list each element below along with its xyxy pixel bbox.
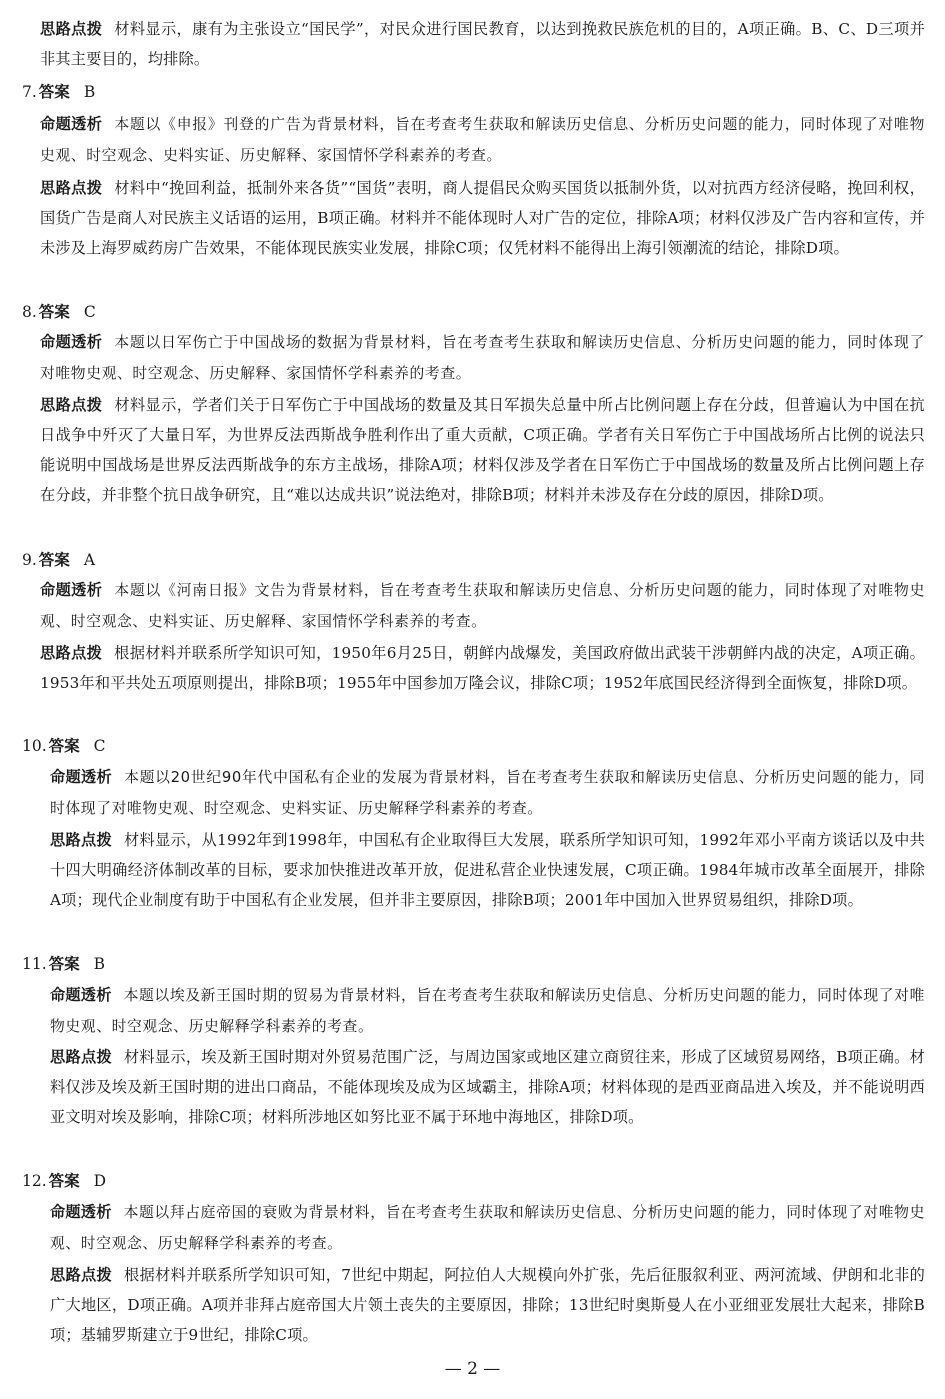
analysis-label: 思路点拨 xyxy=(40,644,103,662)
intro-label: 命题透析 xyxy=(40,115,103,133)
q12-number: 12. xyxy=(22,1172,47,1190)
q7-number: 7. xyxy=(22,83,37,101)
q9-answer: A xyxy=(83,551,96,569)
intro-label: 命题透析 xyxy=(50,768,113,786)
q10-intro-text: 本题以20世纪90年代中国私有企业的发展为背景材料，旨在考查考生获取和解读历史信息、分析历史问题的能力，同时体现了对唯物史观、时空观念、史料实证、历史解释学科素养的考查。 xyxy=(50,769,925,817)
q11-number: 11. xyxy=(22,955,47,973)
q9-answer-line xyxy=(22,545,95,575)
q9-analysis-text: 根据材料并联系所学知识可知，1950年6月25日，朝鲜内战爆发，美国政府做出武装干涉朝鲜内战的决定，A项正确。1953年和平共处五项原则提出，排除B项；1955年中国参加万隆会议，排除C项；1952年底国民经济得到全面恢复，排除D项。 xyxy=(40,644,925,692)
q10-answer: C xyxy=(93,737,106,755)
intro-label: 命题透析 xyxy=(50,1203,112,1221)
q12-analysis xyxy=(50,1260,925,1350)
q8-analysis xyxy=(40,390,925,510)
q9-analysis xyxy=(40,638,925,698)
q7-answer-line xyxy=(22,77,95,107)
analysis-label: 思路点拨 xyxy=(40,396,103,414)
q11-intro xyxy=(50,980,925,1042)
analysis-label: 思路点拨 xyxy=(50,1048,112,1066)
answer-label: 答案 xyxy=(38,82,70,101)
q10-analysis xyxy=(50,825,925,915)
q11-analysis-text: 材料显示，埃及新王国时期对外贸易范围广泛，与周边国家或地区建立商贸往来，形成了区域贸易网络，B项正确。材料仅涉及埃及新王国时期的进出口商品，不能体现埃及成为区域霸主，排除A项；材料体现的是西亚商品进入埃及，并不能说明西亚文明对埃及影响，排除C项；材料所涉地区如努比亚不属于环地中海地区，排除D项。 xyxy=(50,1048,925,1126)
q11-answer-line xyxy=(22,949,105,979)
answer-label: 答案 xyxy=(38,550,70,569)
analysis-label: 思路点拨 xyxy=(40,179,103,197)
q9-intro-text: 本题以《河南日报》文告为背景材料，旨在考查考生获取和解读历史信息、分析历史问题的能力，同时体现了对唯物史观、时空观念、史料实证、历史解释、家国情怀学科素养的考查。 xyxy=(40,582,925,630)
intro-label: 命题透析 xyxy=(40,581,103,599)
answer-label: 答案 xyxy=(48,736,80,755)
q8-intro xyxy=(40,327,925,389)
analysis-label: 思路点拨 xyxy=(50,1266,113,1284)
q6-analysis-text: 材料显示，康有为主张设立“国民学”，对民众进行国民教育，以达到挽救民族危机的目的，A项正确。B、C、D三项并非其主要目的，均排除。 xyxy=(40,20,925,68)
q8-answer-line xyxy=(22,297,96,327)
q12-answer: D xyxy=(93,1172,107,1190)
intro-label: 命题透析 xyxy=(50,986,112,1004)
page-number: — 2 — xyxy=(444,1359,501,1379)
q10-analysis-text: 材料显示，从1992年到1998年，中国私有企业取得巨大发展，联系所学知识可知，1992年邓小平南方谈话以及中共十四大明确经济体制改革的目标，要求加快推进改革开放，促进私营企业快速发展，C项正确。1984年城市改革全面展开，排除A项；现代企业制度有助于中国私有企业发展，但并非主要原因，排除B项；2001年中国加入世界贸易组织，排除D项。 xyxy=(50,831,925,909)
answer-label: 答案 xyxy=(38,302,70,321)
q11-intro-text: 本题以埃及新王国时期的贸易为背景材料，旨在考查考生获取和解读历史信息、分析历史问题的能力，同时体现了对唯物史观、时空观念、历史解释学科素养的考查。 xyxy=(50,987,925,1035)
q11-analysis xyxy=(50,1042,925,1132)
q7-analysis xyxy=(40,173,925,263)
answer-label: 答案 xyxy=(48,954,80,973)
q12-answer-line xyxy=(22,1166,106,1196)
q8-number: 8. xyxy=(22,303,37,321)
q7-intro-text: 本题以《申报》刊登的广告为背景材料，旨在考查考生获取和解读历史信息、分析历史问题的能力，同时体现了对唯物史观、时空观念、史料实证、历史解释、家国情怀学科素养的考查。 xyxy=(40,116,925,164)
q7-analysis-text: 材料中“挽回利益，抵制外来各货”“国货”表明，商人提倡民众购买国货以抵制外货，以对抗西方经济侵略，挽回利权，国货广告是商人对民族主义话语的运用，B项正确。材料并不能体现时人对广告的定位，排除A项；材料仅涉及广告内容和宣传，并未涉及上海罗威药房广告效果，不能体现民族实业发展，排除C项；仅凭材料不能得出上海引领潮流的结论，排除D项。 xyxy=(40,179,925,257)
intro-label: 命题透析 xyxy=(40,333,103,351)
q7-answer: B xyxy=(83,83,96,101)
q12-intro-text: 本题以拜占庭帝国的衰败为背景材料，旨在考查考生获取和解读历史信息、分析历史问题的能力，同时体现了对唯物史观、时空观念、历史解释学科素养的考查。 xyxy=(50,1204,925,1252)
q10-number: 10. xyxy=(22,737,47,755)
q8-answer: C xyxy=(83,303,96,321)
q6-analysis xyxy=(40,14,925,74)
q8-intro-text: 本题以日军伤亡于中国战场的数据为背景材料，旨在考查考生获取和解读历史信息、分析历史问题的能力，同时体现了对唯物史观、时空观念、历史解释、家国情怀学科素养的考查。 xyxy=(40,334,925,382)
q10-intro xyxy=(50,762,925,824)
analysis-label: 思路点拨 xyxy=(50,831,113,849)
q8-analysis-text: 材料显示，学者们关于日军伤亡于中国战场的数量及其日军损失总量中所占比例问题上存在分歧，但普遍认为中国在抗日战争中歼灭了大量日军，为世界反法西斯战争胜利作出了重大贡献，C项正确。学者有关日军伤亡于中国战场所占比例的说法只能说明中国战场是世界反法西斯战争的东方主战场，排除A项；材料仅涉及学者在日军伤亡于中国战场的数量及所占比例问题上存在分歧，并非整个抗日战争研究，且“难以达成共识”说法绝对，排除B项；材料并未涉及存在分歧的原因，排除D项。 xyxy=(40,396,925,504)
q9-number: 9. xyxy=(22,551,37,569)
q7-intro xyxy=(40,109,925,171)
analysis-label: 思路点拨 xyxy=(40,20,103,38)
q11-answer: B xyxy=(93,955,106,973)
q10-answer-line xyxy=(22,731,106,761)
q12-analysis-text: 根据材料并联系所学知识可知，7世纪中期起，阿拉伯人大规模向外扩张，先后征服叙利亚、两河流域、伊朗和北非的广大地区，D项正确。A项并非拜占庭帝国大片领土丧失的主要原因，排除；13世纪时奥斯曼人在小亚细亚发展壮大起来，排除B项；基辅罗斯建立于9世纪，排除C项。 xyxy=(50,1266,925,1344)
q9-intro xyxy=(40,575,925,637)
q12-intro xyxy=(50,1197,925,1259)
answer-label: 答案 xyxy=(48,1171,80,1190)
